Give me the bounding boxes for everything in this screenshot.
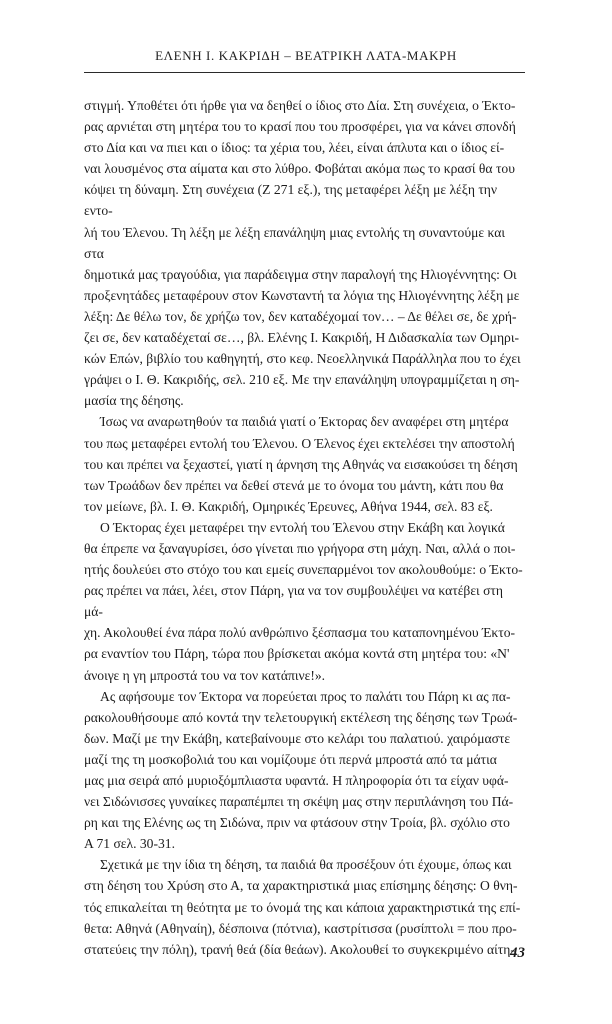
running-header: ΕΛΕΝΗ Ι. ΚΑΚΡΙΔΗ – ΒΕΑΤΡΙΚΗ ΛΑΤΑ-ΜΑΚΡΗ	[155, 48, 457, 63]
body-text	[84, 95, 525, 960]
paragraph-4: Ας αφήσουμε τον Έκτορα να πορεύεται προς το παλάτι του Πάρη κι ας πα- ρακολουθήσουμε από κοντά την τελετουργική εκτέλεση της δέησης των Τρωά- δων. Μαζί με την Εκάβη, κατεβαίνουμε στο κελάρι του παλατιού. χαιρόμαστε μαζί της τη μοσκοβολιά του και νομίζουμε ότι περνά μπροστά από τα μάτια μας μια σειρά από μυριοξόμπλιαστα υφαντά. Η πληροφορία ότι τα είχαν υφά- νει Σιδώνισσες γυναίκες παραπέμπει τη σκέψη μας στην περιπλάνηση του Πά- ρη και της Ελένης ως τη Σιδώνα, πριν να φτάσουν στην Τροία, βλ. σχόλιο στο Α 71 σελ. 30-31.	[84, 688, 518, 852]
paragraph-1: στιγμή. Υποθέτει ότι ήρθε για να δεηθεί ο ίδιος στο Δία. Στη συνέχεια, ο Έκτο- ρας αρνιέται στη μητέρα του το κρασί που του προσφέρει, για να κάνει σπονδή στο Δία και να πιει και ο ίδιος: τα χέρια του, λέει, είναι άπλυτα και ο ίδιος εί- ναι λουσμένος στα αίματα και στο λύθρο. Φοβάται ακόμα πως το κρασί θα του κόψει τη δύναμη. Στη συνέχεια (Ζ 271 εξ.), της μεταφέρει λέξη με λέξη την εντο- λή του Έλενου. Τη λέξη με λέξη επανάληψη μιας εντολής τη συναντούμε και στα δημοτικά μας τραγούδια, για παράδειγμα στην παραλογή της Ηλιογέννητης: Οι προξενητάδες μεταφέρουν στον Κωνσταντή τα λόγια της Ηλιογέννητης λέξη με λέξη: Δε θέλω τον, δε χρήζω τον, δεν καταδέχομαί τον… – Δε θέλει σε, δε χρή- ζει σε, δεν καταδέχεταί σε…, βλ. Ελένης Ι. Κακριδή, Η Διδασκαλία των Ομηρι- κών Επών, βιβλίο του καθηγητή, στο κεφ. Νεοελληνικά Παράλληλα που το έχει γράψει ο Ι. Θ. Κακριδής, σελ. 210 εξ. Με την επανάληψη υπογραμμίζεται η ση- μασία της δέησης.	[84, 98, 521, 409]
page-number: 43	[510, 945, 525, 961]
header-rule	[84, 72, 525, 73]
paragraph-2: Ίσως να αναρωτηθούν τα παιδιά γιατί ο Έκτορας δεν αναφέρει στη μητέρα του πως μεταφέρει εντολή του Έλενου. Ο Έλενος έχει εκτελέσει την αποστολή του και πρέπει να ξεχαστεί, γιατί η άρνηση της Αθηνάς να εισακούσει τη δέηση των Τρωάδων δεν πρέπει να δεθεί στενά με το όνομα του μάντη, κάτι που θα τον μείωνε, βλ. Ι. Θ. Κακριδή, Ομηρικές Έρευνες, Αθήνα 1944, σελ. 83 εξ.	[84, 414, 518, 514]
paragraph-5: Σχετικά με την ίδια τη δέηση, τα παιδιά θα προσέξουν ότι έχουμε, όπως και στη δέηση του Χρύση στο Α, τα χαρακτηριστικά μιας επίσημης δέησης: Ο θνη- τός επικαλείται τη θεότητα με το όνομά της και κάποια χαρακτηριστικά της επί- θετα: Αθηνά (Αθηναίη), δέσποινα (πότνια), καστρίτισσα (ρυσίπτολι = που προ- στατεύεις την πόλη), τρανή θεά (δία θεάων). Ακολουθεί το συγκεκριμένο αίτη-	[84, 857, 521, 957]
paragraph-3: Ο Έκτορας έχει μεταφέρει την εντολή του Έλενου στην Εκάβη και λογικά θα έπρεπε να ξαναγυρίσει, όσο γίνεται πιο γρήγορα στη μάχη. Ναι, αλλά ο ποι- ητής δουλεύει στο στόχο του και εμείς συνεπαρμένοι τον ακολουθούμε: ο Έκτο- ρας πρέπει να πάει, λέει, στον Πάρη, για να τον συμβουλέψει να κατέβει στη μά- χη. Ακολουθεί ένα πάρα πολύ ανθρώπινο ξέσπασμα του καταπονημένου Έκτο- ρα εναντίον του Πάρη, τώρα που βρίσκεται ακόμα κοντά στη μητέρα του: «Ν' άνοιγε η γη μπροστά του να τον κατάπινε!».	[84, 519, 523, 683]
